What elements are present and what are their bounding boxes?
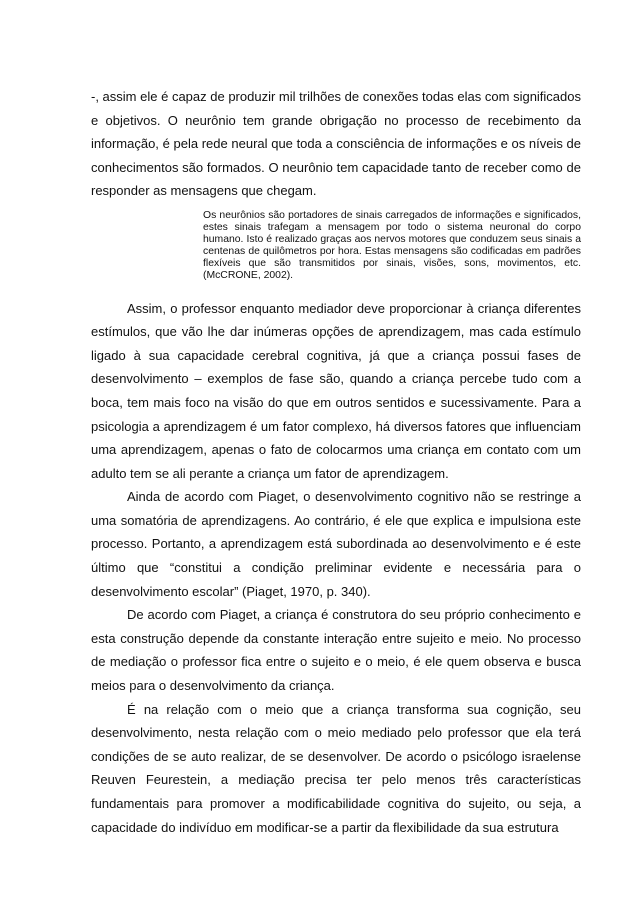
paragraph-feuerstein: É na relação com o meio que a criança transforma sua cognição, seu desenvolvimento, nesta relação com o meio mediado pelo professor que ela terá condições de se auto realizar, de se desenvolver. De acordo o psicólogo israelense Reuven Feurestein, a mediação precisa ter pelo menos três características fundamentais para promover a modificabilidade cognitiva do sujeito, ou seja, a capacidade do indivíduo em modificar-se a partir da flexibilidade da sua estrutura [91, 701, 581, 835]
paragraph-mediator: Assim, o professor enquanto mediador deve proporcionar à criança diferentes estímulos, que vão lhe dar inúmeras opções de aprendizagem, mas cada estímulo ligado à sua capacidade cerebral cognitiva, já que a criança possui fases de desenvolvimento – exemplos de fase são, quando a criança percebe tudo com a boca, tem mais foco na visão do que em outros sentidos e sucessivamente. Para a psicologia a aprendizagem é um fator complexo, há diversos fatores que influenciam uma aprendizagem, apenas o fato de colocarmos uma criança em contato com um adulto tem se ali perante a criança um fator de aprendizagem. [91, 300, 581, 481]
block-quote: Os neurônios são portadores de sinais carregados de informações e significados, estes sinais trafegam a mensagem por todo o sistema neuronal do corpo humano. Isto é realizado graças aos nervos motores que conduzem seus sinais a centenas de quilômetros por hora. Estas mensagens são codificadas em padrões flexíveis que são transmitidos por sinais, visões, sons, movimentos, etc. (McCRONE, 2002). [203, 209, 581, 282]
paragraph-piaget-construction: De acordo com Piaget, a criança é construtora do seu próprio conhecimento e esta construção depende da constante interação entre sujeito e meio. No processo de mediação o professor fica entre o sujeito e o meio, é ele quem observa e busca meios para o desenvolvimento da criança. [91, 607, 581, 694]
paragraph-piaget-development: Ainda de acordo com Piaget, o desenvolvimento cognitivo não se restringe a uma somatória de aprendizagens. Ao contrário, é ele que explica e impulsiona este processo. Portanto, a aprendizagem está subordinada ao desenvolvimento e é este último que “constitui a condição preliminar evidente e necessária para o desenvolvimento escolar” (Piaget, 1970, p. 340). [91, 489, 581, 599]
paragraph-intro: -, assim ele é capaz de produzir mil trilhões de conexões todas elas com significados e objetivos. O neurônio tem grande obrigação no processo de recebimento da informação, é pela rede neural que toda a consciência de informações e os níveis de conhecimentos são formados. O neurônio tem capacidade tanto de receber como de responder as mensagens que chegam. [91, 89, 581, 199]
